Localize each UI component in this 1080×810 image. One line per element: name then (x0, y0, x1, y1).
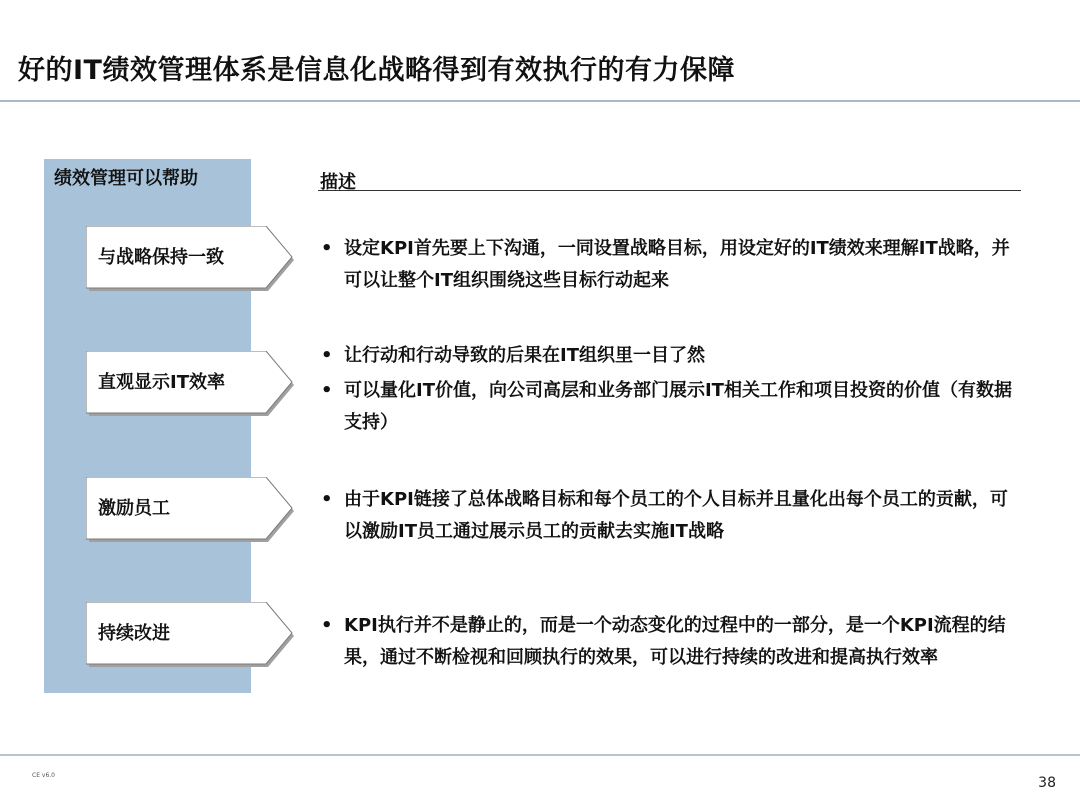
benefit-arrow-alignment (86, 226, 296, 290)
bullet-text: 设定KPI首先要上下沟通，一同设置战略目标，用设定好的IT绩效来理解IT战略，并可以让整个IT组织围绕这些目标行动起来 (344, 238, 1010, 291)
title-divider (0, 100, 1080, 102)
slide-title: 好的IT绩效管理体系是信息化战略得到有效执行的有力保障 (18, 55, 735, 86)
benefit-arrow-efficiency (86, 351, 296, 415)
bullet-icon: • (321, 345, 333, 366)
benefit-label: 激励员工 (98, 498, 170, 519)
bullet-icon: • (321, 615, 333, 636)
description-bullet (318, 375, 1018, 439)
description-bullet (318, 484, 1018, 548)
description-list-motivation (318, 484, 1018, 551)
description-bullet (318, 610, 1018, 674)
page-number: 38 (1038, 775, 1056, 791)
bullet-icon: • (321, 489, 333, 510)
description-list-improvement (318, 610, 1018, 677)
description-list-alignment (318, 233, 1018, 300)
benefit-label: 与战略保持一致 (98, 247, 224, 268)
description-list-efficiency (318, 340, 1018, 442)
bullet-text: 让行动和行动导致的后果在IT组织里一目了然 (344, 345, 705, 366)
description-divider (318, 190, 1021, 191)
version-label: CE v6.0 (32, 772, 55, 779)
bullet-text: 可以量化IT价值，向公司高层和业务部门展示IT相关工作和项目投资的价值（有数据支持） (344, 380, 1012, 433)
benefit-arrow-improvement (86, 602, 296, 666)
description-heading: 描述 (320, 172, 356, 193)
description-bullet (318, 233, 1018, 297)
bullet-text: 由于KPI链接了总体战略目标和每个员工的个人目标并且量化出每个员工的贡献，可以激励IT员工通过展示员工的贡献去实施IT战略 (344, 489, 1008, 542)
bullet-text: KPI执行并不是静止的，而是一个动态变化的过程中的一部分，是一个KPI流程的结果，通过不断检视和回顾执行的效果，可以进行持续的改进和提高执行效率 (344, 615, 1006, 668)
benefit-label: 直观显示IT效率 (98, 372, 225, 393)
bullet-icon: • (321, 238, 333, 259)
benefit-label: 持续改进 (98, 623, 170, 644)
footer-divider (0, 754, 1080, 756)
panel-heading: 绩效管理可以帮助 (54, 168, 198, 189)
description-bullet (318, 340, 1018, 372)
benefit-arrow-motivation (86, 477, 296, 541)
bullet-icon: • (321, 380, 333, 401)
